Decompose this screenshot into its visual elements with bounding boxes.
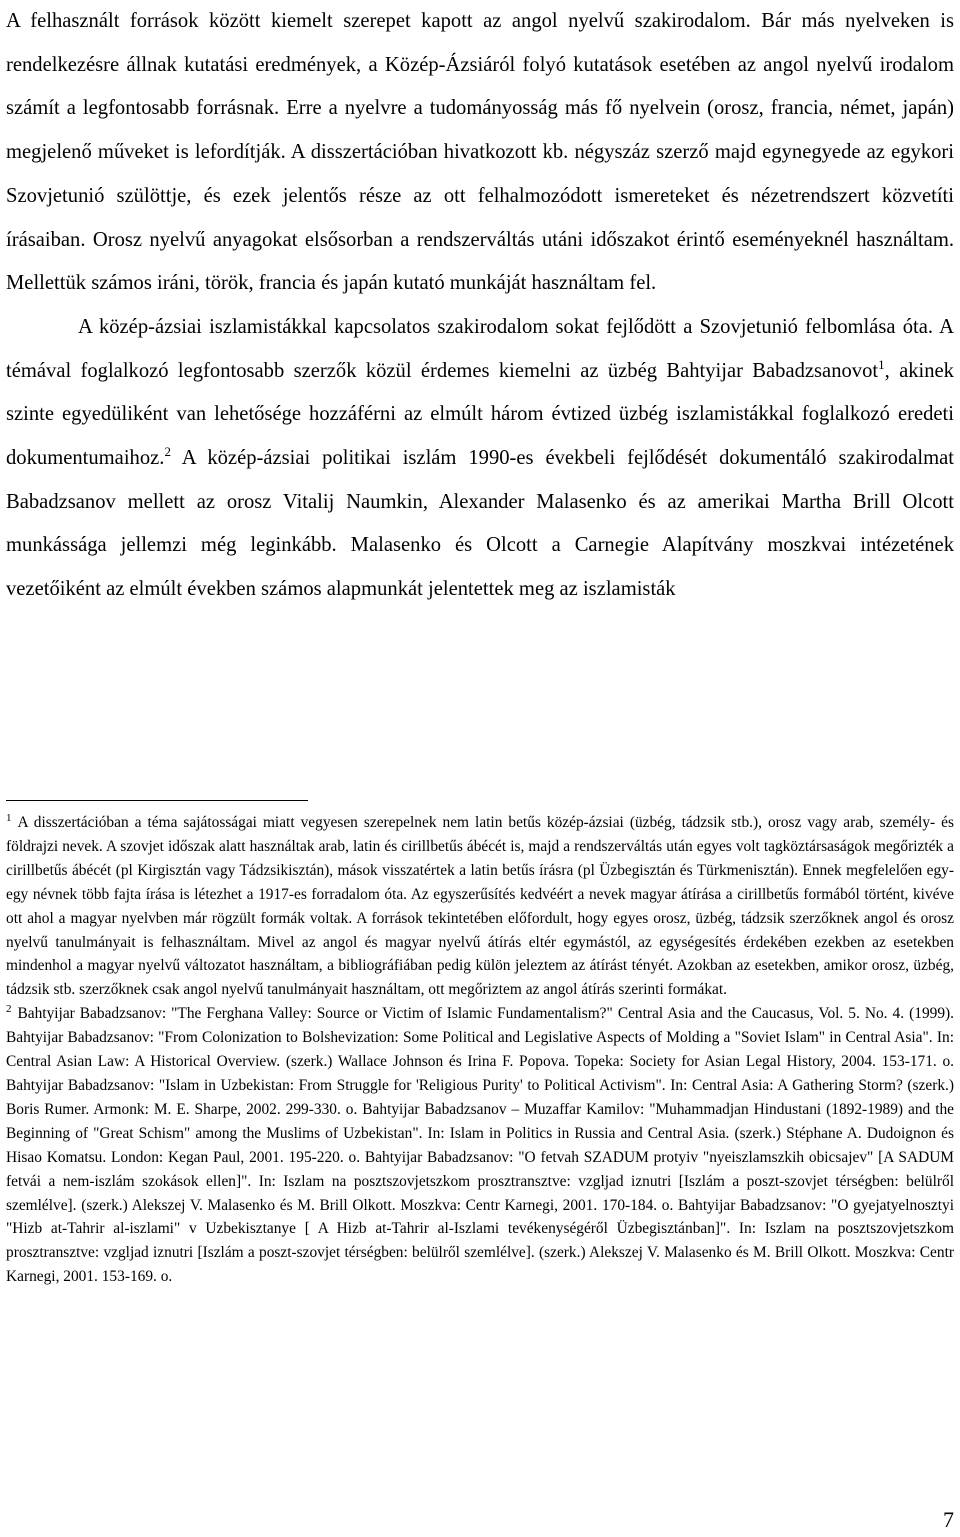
footnote-1-number: 1 [6, 811, 12, 824]
footnote-separator [6, 800, 308, 801]
footnote-ref-2[interactable]: 2 [164, 444, 171, 460]
page-number: 7 [943, 1507, 954, 1532]
paragraph-1: A felhasznált források között kiemelt szerepet kapott az angol nyelvű szakirodalom. Bár más nyelveken is rendelkezésre állnak kutatási eredmények, a Közép-Ázsiáról folyó kutatások esetében az angol nyelvű irodalom számít a legfontosabb forrásnak. Erre a nyelvre a tudományosság más fő nyelvein (orosz, francia, német, japán) megjelenő műveket is lefordítják. A disszertációban hivatkozott kb. négyszáz szerző majd egynegyede az egykori Szovjetunió szülöttje, és ezek jelentős része az ott felhalmozódott ismereteket és nézetrendszert közvetíti írásaiban. Orosz nyelvű anyagokat elsősorban a rendszerváltás utáni időszakot érintő eseményeknél használtam. Mellettük számos iráni, török, francia és japán kutató munkáját használtam fel. [6, 10, 954, 295]
paragraph-2-part-c: A közép-ázsiai politikai iszlám 1990-es évekbeli fejlődését dokumentáló szakirodalmat Babadzsanov mellett az orosz Vitalij Naumkin, Alexander Malasenko és az amerikai Martha Brill Olcott munkássága jellemzi még leginkább. Malasenko és Olcott a Carnegie Alapítvány moszkvai intézetének vezetőiként az elmúlt években számos alapmunkát jelentettek meg az iszlamisták [6, 447, 954, 601]
footnote-area [6, 0, 954, 1537]
footnote-2-number: 2 [6, 1003, 12, 1016]
footnote-ref-1[interactable]: 1 [878, 356, 885, 372]
paragraph-2-part-b: , akinek szinte egyedüliként van lehetősége hozzáférni az elmúlt három évtized üzbég iszlamistákkal foglalkozó eredeti dokumentumaihoz. [6, 359, 954, 470]
footnote-2-text: Bahtyijar Babadzsanov: "The Ferghana Valley: Source or Victim of Islamic Fundamentalism?" Central Asia and the Caucasus, Vol. 5. No. 4. (1999). Bahtyijar Babadzsanov: "From Colonization to Bolshevization: Some Political and Legislative Aspects of Molding a "Soviet Islam" in Central Asia". In: Central Asian Law: A Historical Overview. (szerk.) Wallace Johnson és Irina F. Popova. Topeka: Society for Asian Legal History, 2004. 153-171. o. Bahtyijar Babadzsanov: "Islam in Uzbekistan: From Struggle for 'Religious Purity' to Political Activism". In: Central Asia: A Gathering Storm? (szerk.) Boris Rumer. Armonk: M. E. Sharpe, 2002. 299-330. o. Bahtyijar Babadzsanov – Muzaffar Kamilov: "Muhammadjan Hindustani (1892-1989) and the Beginning of "Great Schism" among the Muslims of Uzbekistan". In: Islam in Politics in Russia and Central Asia. (szerk.) Stéphane A. Dudoignon és Hisao Komatsu. London: Kegan Paul, 2001. 195-220. o. Bahtyijar Babadzsanov: "O fetvah SZADUM protyiv "nyeiszlamszkih obicsajev" [A SADUM fetvái a nem-iszlám szokások ellen]". In: Iszlam na posztszovjetszkom prosztransztve: vzgljad iznutri [Iszlám a poszt-szovjet térségben: belülről szemlélve]. (szerk.) Alekszej V. Malasenko és M. Brill Olkott. Moszkva: Centr Karnegi, 2001. 170-184. o. Bahtyijar Babadzsanov: "O gyejatyelnosztyi "Hizb at-Tahrir al-iszlami" v Uzbekisztanye [ A Hizb at-Tahrir al-Iszlami tevékenységéről Üzbegisztánban]". In: Iszlam na posztszovjetszkom prosztransztve: vzgljad iznutri [Iszlám a poszt-szovjet térségben: belülről szemlélve]. (szerk.) Alekszej V. Malasenko és M. Brill Olkott. Moszkva: Centr Karnegi, 2001. 153-169. o. [6, 1005, 954, 1286]
footnote-1-text: A disszertációban a téma sajátosságai miatt vegyesen szerepelnek nem latin betűs közép-ázsiai (üzbég, tádzsik stb.), orosz vagy arab, személy- és földrajzi nevek. A szovjet időszak alatt használtak arab, latin és cirillbetűs ábécét is, majd a rendszerváltás után egyes volt tagköztársaságok megőrizték a cirillbetűs ábécét (pl Kirgisztán vagy Tádzsikisztán), mások visszatértek a latin betűs írásra (pl Üzbegisztán és Türkmenisztán). Ennek megfelelően egy-egy névnek több fajta írása is létezhet a 1917-es forradalom óta. Az egyszerűsítés kedvéért a nevek magyar átírása a cirillbetűs formából történt, kivéve ott ahol a magyar nyelvben már rögzült formák voltak. A források tekintetében előfordult, hogy egyes orosz, üzbég, tádzsik szerzőknek angol és orosz nyelvű tanulmányait is felhasználtam. Mivel az angol és magyar nyelvű átírás eltér egymástól, az egységesítés érdekében ezekben az esetekben mindenhol a magyar nyelvű változatot használtam, a bibliográfiában pedig külön jeleztem az átírást tényét. Azokban az esetekben, amikor orosz, üzbég, tádzsik stb. szerzőknek csak angol nyelvű tanulmányait használtam, ott megőriztem az angol átírás szerinti formákat. [6, 814, 954, 999]
paragraph-2-part-a: A közép-ázsiai iszlamistákkal kapcsolatos szakirodalom sokat fejlődött a Szovjetunió felbomlása óta. A témával foglalkozó legfontosabb szerzők közül érdemes kiemelni az üzbég Bahtyijar Babadzsanovot [6, 315, 954, 382]
footnote-2 [6, 1002, 954, 1289]
footnotes [6, 811, 954, 1289]
footnote-1 [6, 811, 954, 1002]
